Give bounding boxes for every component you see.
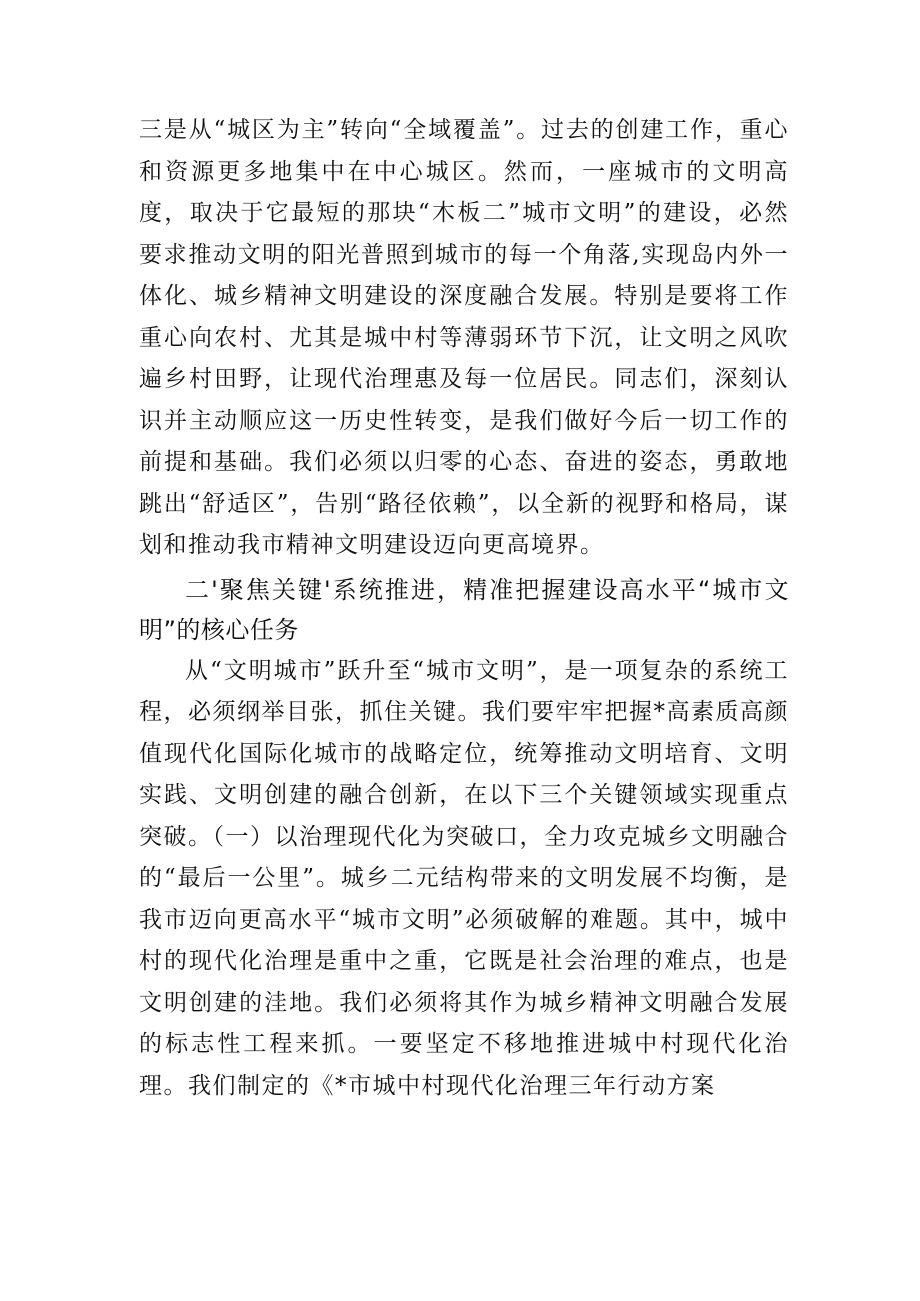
body-paragraph-2: 从“文明城市”跃升至“城市文明”，是一项复杂的系统工程，必须纲举目张，抓住关键。我们要牢牢把握*高素质高颜值现代化国际化城市的战略定位，统筹推动文明培育、文明实践、文明创建的融合创新，在以下三个关键领域实现重点突破。（一）以治理现代化为突破口，全力攻克城乡文明融合的“最后一公里”。城乡二元结构带来的文明发展不均衡，是我市迈向更高水平“城市文明”必须破解的难题。其中，城中村的现代化治理是重中之重，它既是社会治理的难点，也是文明创建的洼地。我们必须将其作为城乡精神文明融合发展的标志性工程来抓。一要坚定不移地推进城中村现代化治理。我们制定的《*市城中村现代化治理三年行动方案 <box>139 657 789 1099</box>
document-body <box>139 110 789 1107</box>
body-paragraph-1: 三是从“城区为主”转向“全域覆盖”。过去的创建工作，重心和资源更多地集中在中心城区。然而，一座城市的文明高度，取决于它最短的那块“木板二”城市文明”的建设，必然要求推动文明的阳光普照到城市的每一个角落,实现岛内外一体化、城乡精神文明建设的深度融合发展。特别是要将工作重心向农村、尤其是城中村等薄弱环节下沉，让文明之风吹遍乡村田野，让现代治理惠及每一位居民。同志们，深刻认识并主动顺应这一历史性转变，是我们做好今后一切工作的前提和基础。我们必须以归零的心态、奋进的姿态，勇敢地跳出“舒适区”，告别“路径依赖”，以全新的视野和格局，谋划和推动我市精神文明建设迈向更高境界。 <box>139 117 789 558</box>
section-heading: 二'聚焦关键'系统推进，精准把握建设高水平“城市文明”的核心任务 <box>139 575 789 644</box>
